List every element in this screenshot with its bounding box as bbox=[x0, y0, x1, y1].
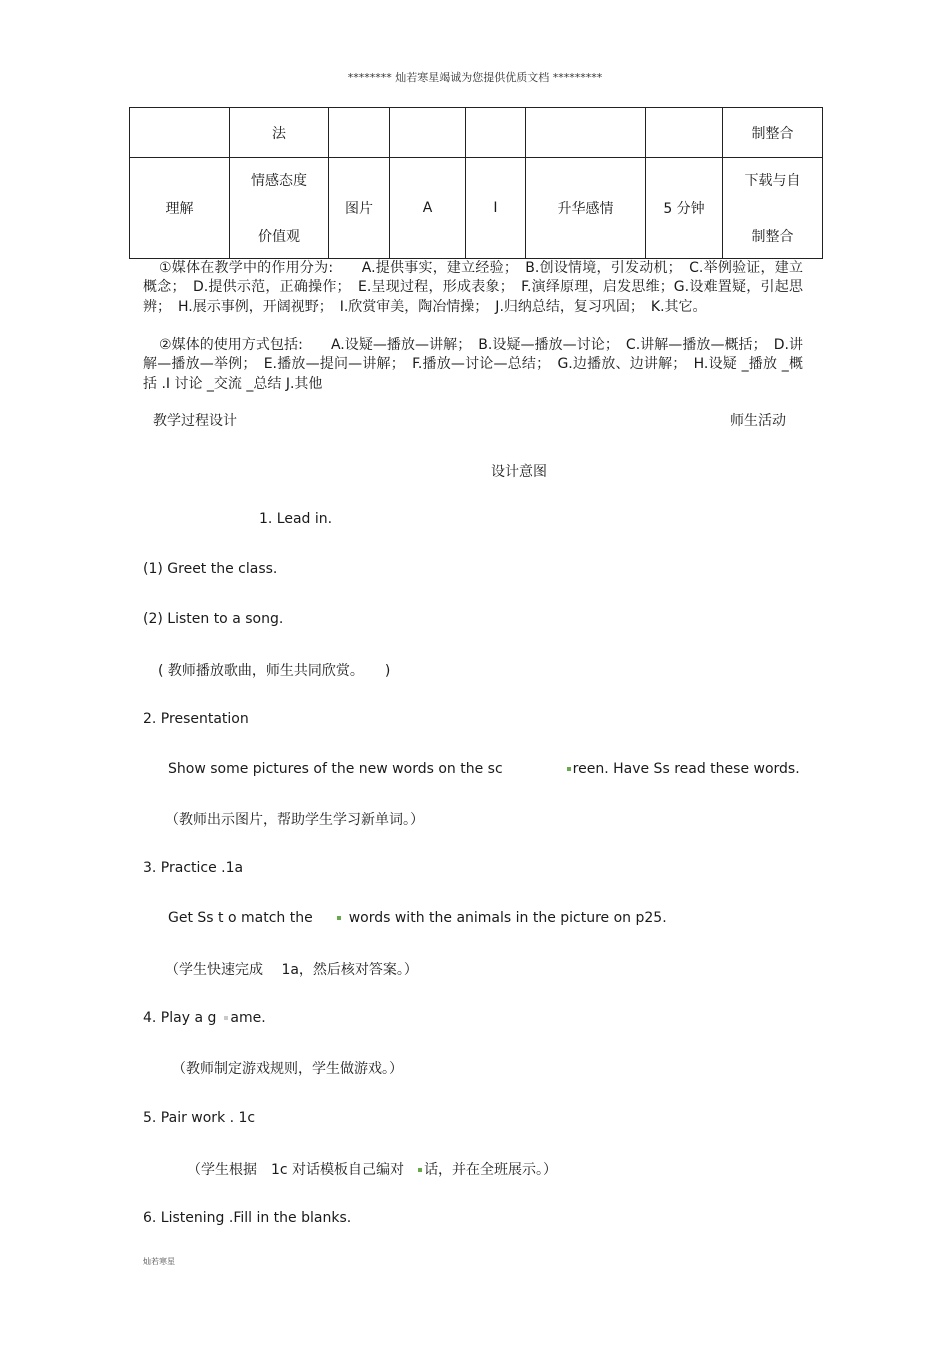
step-presentation-note: （教师出示图片，帮助学生学习新单词。） bbox=[165, 812, 424, 828]
table-cell bbox=[466, 108, 526, 158]
step-presentation-text bbox=[168, 761, 800, 777]
table-cell-stacked bbox=[230, 158, 329, 259]
table-cell: 法 bbox=[230, 108, 329, 158]
table-cell bbox=[646, 108, 723, 158]
marker-dot-icon bbox=[224, 1016, 228, 1020]
activity-label: 师生活动 bbox=[730, 413, 786, 429]
step-practice: 3. Practice .1a bbox=[143, 860, 244, 876]
step-pair-work: 5. Pair work . 1c bbox=[143, 1110, 256, 1126]
cell-line: 下载与自 bbox=[744, 173, 801, 189]
table-cell bbox=[130, 108, 230, 158]
step-lead-in: 1. Lead in. bbox=[259, 511, 333, 527]
table-cell: 5 分钟 bbox=[646, 158, 723, 259]
cell-line: 情感态度 bbox=[251, 173, 307, 189]
text-part: ame. bbox=[230, 1010, 266, 1026]
table-row bbox=[130, 158, 823, 259]
table-cell: 理解 bbox=[130, 158, 230, 259]
step-game bbox=[143, 1010, 266, 1026]
media-usage-note: ②媒体的使用方式包括: A.设疑—播放—讲解； B.设疑—播放—讨论； C.讲解—播放—概括； D.讲解—播放—举例； E.播放—提问—讲解； F.播放—讨论—总结； G.边播放、边讲解； H.设疑 _播放 _概括 .I 讨论 _交流 _总结 J.其他 bbox=[143, 337, 803, 392]
marker-dot-icon bbox=[337, 916, 341, 920]
text-part: 4. Play a g bbox=[143, 1010, 217, 1026]
table-cell: 图片 bbox=[329, 158, 390, 259]
text-part: Get Ss t o match the bbox=[168, 910, 313, 926]
page-footer: 灿若寒星 bbox=[143, 1257, 175, 1266]
table-cell: 制整合 bbox=[723, 108, 823, 158]
step-game-note: （教师制定游戏规则，学生做游戏。） bbox=[172, 1061, 403, 1077]
text-part: （学生根据 1c 对话模板自己编对 bbox=[187, 1162, 405, 1178]
step-practice-text bbox=[168, 910, 667, 926]
marker-dot-icon bbox=[567, 767, 571, 771]
table-cell: 升华感情 bbox=[526, 158, 646, 259]
step-greet: (1) Greet the class. bbox=[143, 561, 278, 577]
step-listening: 6. Listening .Fill in the blanks. bbox=[143, 1210, 352, 1226]
text-part: 话，并在全班展示。） bbox=[424, 1162, 558, 1178]
table-cell: I bbox=[466, 158, 526, 259]
marker-dot-icon bbox=[418, 1168, 422, 1172]
text-part: words with the animals in the picture on p25. bbox=[348, 910, 667, 926]
page-header: ******** 灿若寒星竭诚为您提供优质文档 ********* bbox=[347, 71, 603, 84]
table-cell bbox=[329, 108, 390, 158]
table-cell bbox=[390, 108, 466, 158]
step-song-note: ( 教师播放歌曲，师生共同欣赏。 ) bbox=[158, 663, 391, 679]
text-part: reen. Have Ss read these words. bbox=[572, 761, 800, 777]
text-part: Show some pictures of the new words on the sc bbox=[168, 761, 503, 777]
design-label: 教学过程设计 bbox=[153, 413, 237, 429]
step-pair-work-note bbox=[187, 1159, 557, 1179]
intent-label: 设计意图 bbox=[491, 464, 547, 480]
cell-line: 制整合 bbox=[751, 229, 794, 245]
table-row bbox=[130, 108, 823, 158]
lesson-table bbox=[129, 107, 823, 259]
step-practice-note: （学生快速完成 1a，然后核对答案。） bbox=[165, 962, 418, 978]
table-cell-stacked bbox=[723, 158, 823, 259]
step-song: (2) Listen to a song. bbox=[143, 611, 284, 627]
media-role-note: ①媒体在教学中的作用分为: A.提供事实，建立经验； B.创设情境，引发动机； C.举例验证，建立概念； D.提供示范，正确操作； E.呈现过程，形成表象； F.演绎原理，启发思维；G.设难置疑，引起思辨； H.展示事例，开阔视野； I.欣赏审美，陶冶情操； J.归纳总结，复习巩固； K.其它。 bbox=[143, 260, 803, 315]
table-cell: A bbox=[390, 158, 466, 259]
step-presentation: 2. Presentation bbox=[143, 711, 249, 727]
cell-line: 价值观 bbox=[258, 229, 300, 245]
table-cell bbox=[526, 108, 646, 158]
